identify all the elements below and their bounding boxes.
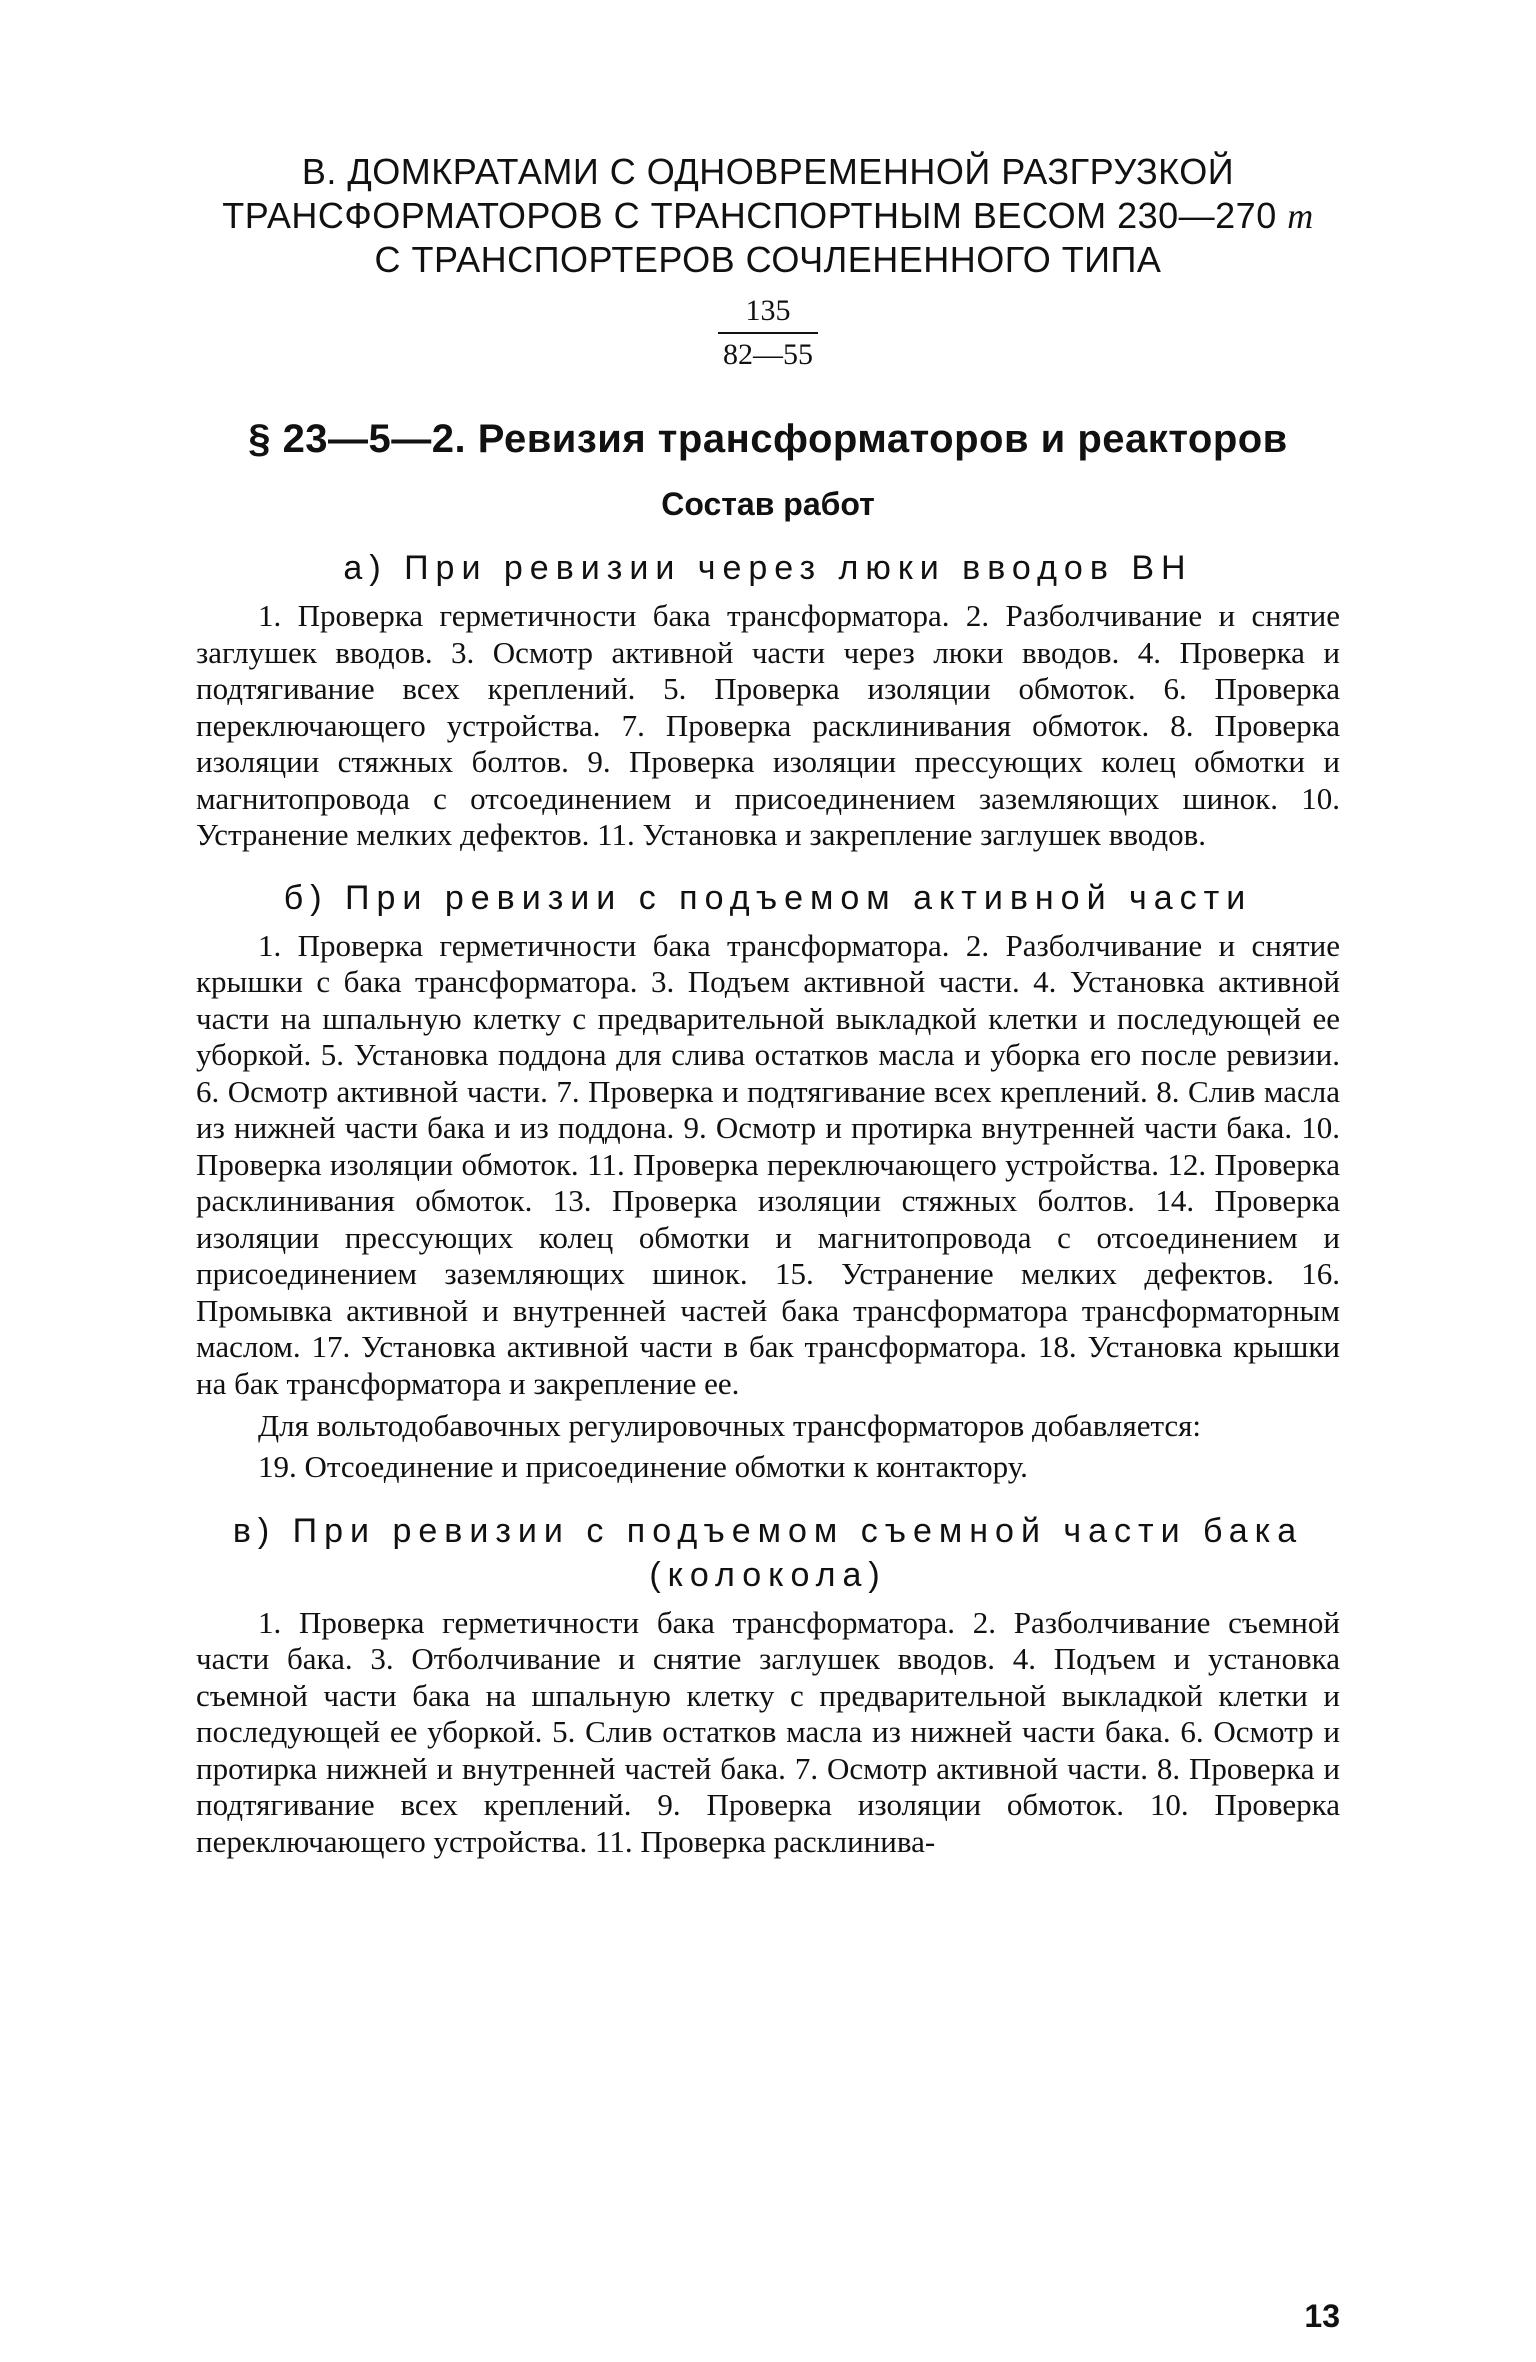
part-c-heading-line-1: в) При ревизии с подъемом съемной части бака bbox=[232, 1511, 1304, 1550]
fraction-denominator: 82—55 bbox=[723, 338, 813, 371]
header-line-2 bbox=[196, 194, 1340, 238]
header-line-1: В. ДОМКРАТАМИ С ОДНОВРЕМЕННОЙ РАЗГРУЗКОЙ bbox=[301, 151, 1235, 192]
part-b-note: Для вольтодобавочных регулировочных трансформаторов добавляется: bbox=[258, 1408, 1202, 1443]
document-page bbox=[196, 150, 1340, 2334]
part-a-heading: а) При ревизии через люки вводов ВН bbox=[343, 549, 1193, 587]
part-b-item-19: 19. Отсоединение и присоединение обмотки к контактору. bbox=[258, 1448, 1028, 1484]
header-line-3: С ТРАНСПОРТЕРОВ СОЧЛЕНЕННОГО ТИПА bbox=[374, 239, 1162, 280]
chapter-header bbox=[196, 150, 1340, 282]
part-c-heading bbox=[196, 1509, 1340, 1597]
fraction-numerator: 135 bbox=[718, 292, 818, 334]
part-c-text: 1. Проверка герметичности бака трансформатора. 2. Разболчивание съемной части бака. 3. Отболчивание и снятие заглушек вводов. 4. Подъем и установка съемной части бака на шпальную клетку с предварительной выкладкой клетки и последующей ее уборкой. 5. Слив остатков масла из нижней части бака. 6. Осмотр и протирка нижней и внутренней частей бака. 7. Осмотр активной части. 8. Проверка и подтягивание всех креплений. 9. Проверка изоляции обмоток. 10. Проверка переключающего устройства. 11. Проверка расклинива- bbox=[196, 1604, 1340, 1859]
section-title: § 23—5—2. Ревизия трансформаторов и реакторов bbox=[248, 417, 1288, 461]
part-b-heading: б) При ревизии с подъемом активной части bbox=[283, 878, 1253, 917]
page-number: 13 bbox=[1304, 2298, 1340, 2334]
subsection-title: Состав работ bbox=[661, 486, 875, 522]
header-line-2-text: ТРАНСФОРМАТОРОВ С ТРАНСПОРТНЫМ ВЕСОМ 230—270 bbox=[222, 195, 1288, 236]
part-b-text: 1. Проверка герметичности бака трансформатора. 2. Разболчивание и снятие крышки с бака трансформатора. 3. Подъем активной части. 4. Установка активной части на шпальную клетку с предварительной выкладкой клетки и последующей ее уборкой. 5. Установка поддона для слива остатков масла и уборка его после ревизии. 6. Осмотр активной части. 7. Проверка и подтягивание всех креплений. 8. Слив масла из нижней части бака и из поддона. 9. Осмотр и протирка внутренней части бака. 10. Проверка изоляции обмоток. 11. Проверка переключающего устройства. 12. Проверка расклинивания обмоток. 13. Проверка изоляции стяжных болтов. 14. Проверка изоляции прессующих колец обмотки и магнитопровода с отсоединением и присоединением заземляющих шинок. 15. Устранение мелких дефектов. 16. Промывка активной и внутренней частей бака трансформатора трансформаторным маслом. 17. Установка активной части в бак трансформатора. 18. Установка крышки на бак трансформатора и закрепление ее. bbox=[196, 927, 1340, 1401]
header-unit: т bbox=[1287, 196, 1314, 236]
part-c-heading-line-2: (колокола) bbox=[649, 1555, 887, 1594]
part-a-text: 1. Проверка герметичности бака трансформатора. 2. Разболчивание и снятие заглушек вводов. 3. Осмотр активной части через люки вводов. 4. Проверка и подтягивание всех креплений. 5. Проверка изоляции обмоток. 6. Проверка переключающего устройства. 7. Проверка расклинивания обмоток. 8. Проверка изоляции стяжных болтов. 9. Проверка изоляции прессующих колец обмотки и магнитопровода с отсоединением и присоединением заземляющих шинок. 10. Устранение мелких дефектов. 11. Установка и закрепление заглушек вводов. bbox=[196, 598, 1340, 852]
table-reference-fraction bbox=[718, 292, 818, 374]
